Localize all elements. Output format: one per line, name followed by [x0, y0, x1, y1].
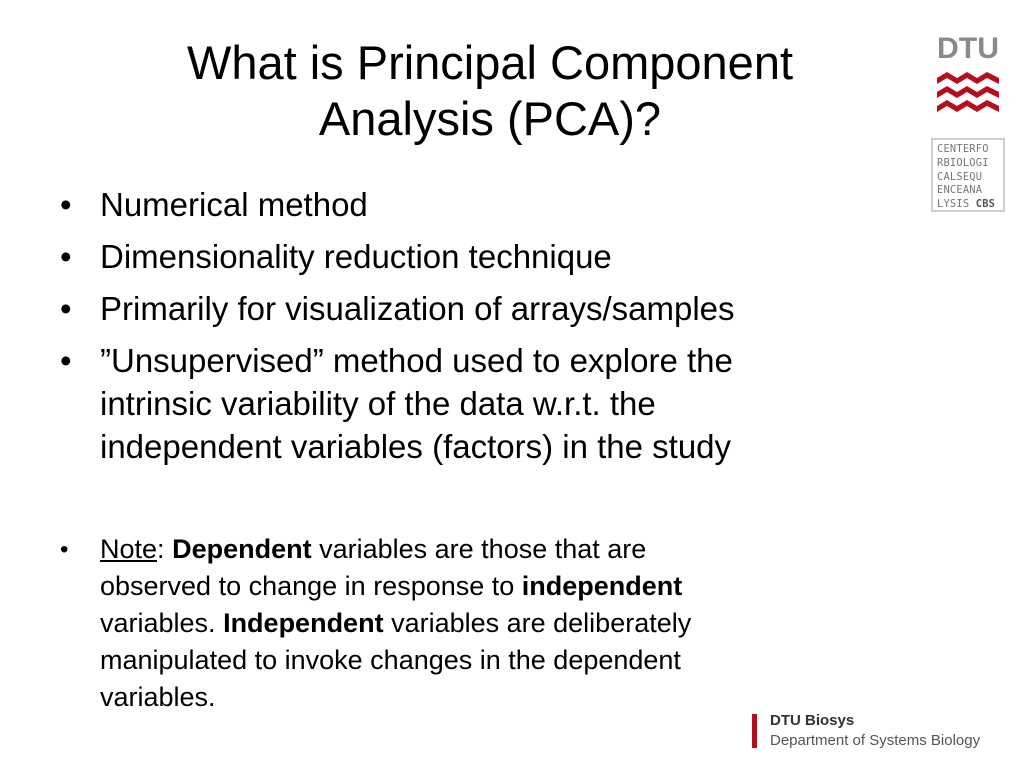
- cbs-logo-row: CENTERFO: [937, 143, 989, 155]
- note-label: Note: [100, 534, 158, 564]
- bullet-item: [56, 287, 906, 330]
- bullet-dot: •: [60, 290, 72, 327]
- cbs-logo-row-text: LYSIS: [937, 198, 976, 211]
- dtu-logo-text: DTU: [937, 32, 999, 65]
- footer-accent-bar: [752, 714, 757, 748]
- note-text: variables are deliberately: [383, 608, 692, 638]
- footer-org-name: DTU Biosys: [770, 712, 855, 729]
- bullet-item: [56, 339, 906, 468]
- note-dependent-term: Dependent: [172, 534, 312, 564]
- cbs-logo-row: ENCEANA: [937, 184, 983, 197]
- bullet-item: [56, 183, 906, 226]
- dtu-logo-waves: [937, 72, 999, 112]
- bullet-text-line: ”Unsupervised” method used to explore the: [100, 342, 733, 379]
- cbs-logo-row: RBIOLOGI: [937, 156, 989, 169]
- note-colon: :: [157, 534, 165, 564]
- bullet-dot: •: [60, 536, 69, 563]
- bullet-dot: •: [60, 186, 72, 223]
- dtu-logo: [933, 30, 1003, 122]
- note-text: variables.: [100, 608, 224, 638]
- note-line-2: [100, 568, 906, 605]
- title-line-2: Analysis (PCA)?: [318, 92, 662, 145]
- note-line-4: manipulated to invoke changes in the dependent: [100, 645, 681, 675]
- cbs-logo: [931, 138, 1005, 212]
- note-independent-term: Independent: [223, 608, 384, 638]
- note-independent-term: independent: [521, 571, 683, 601]
- cbs-logo-row: [937, 198, 1003, 212]
- note-line-1: [100, 531, 906, 568]
- bullet-text: Dimensionality reduction technique: [100, 238, 612, 275]
- note-line-5: variables.: [100, 682, 216, 712]
- bullet-dot: •: [60, 342, 72, 379]
- bullet-text-line: intrinsic variability of the data w.r.t. the: [100, 385, 656, 422]
- note-text: observed to change in response to: [100, 571, 522, 601]
- footer-department: Department of Systems Biology: [770, 732, 981, 749]
- bullet-item: [56, 235, 906, 278]
- bullet-dot: •: [60, 238, 72, 275]
- bullet-text-line: independent variables (factors) in the study: [100, 428, 732, 465]
- cbs-logo-badge: CBS: [975, 198, 996, 211]
- cbs-logo-row: CALSEQU: [937, 170, 983, 183]
- note-line-3: [100, 605, 906, 642]
- note-text: variables are those that are: [311, 534, 647, 564]
- note-block: [56, 531, 906, 725]
- bullet-text: Primarily for visualization of arrays/samples: [100, 290, 735, 327]
- title-line-1: What is Principal Component: [186, 36, 794, 89]
- slide-title: [95, 35, 885, 147]
- bullet-list: [56, 183, 906, 477]
- bullet-text: Numerical method: [100, 186, 368, 223]
- note-item: [56, 531, 906, 716]
